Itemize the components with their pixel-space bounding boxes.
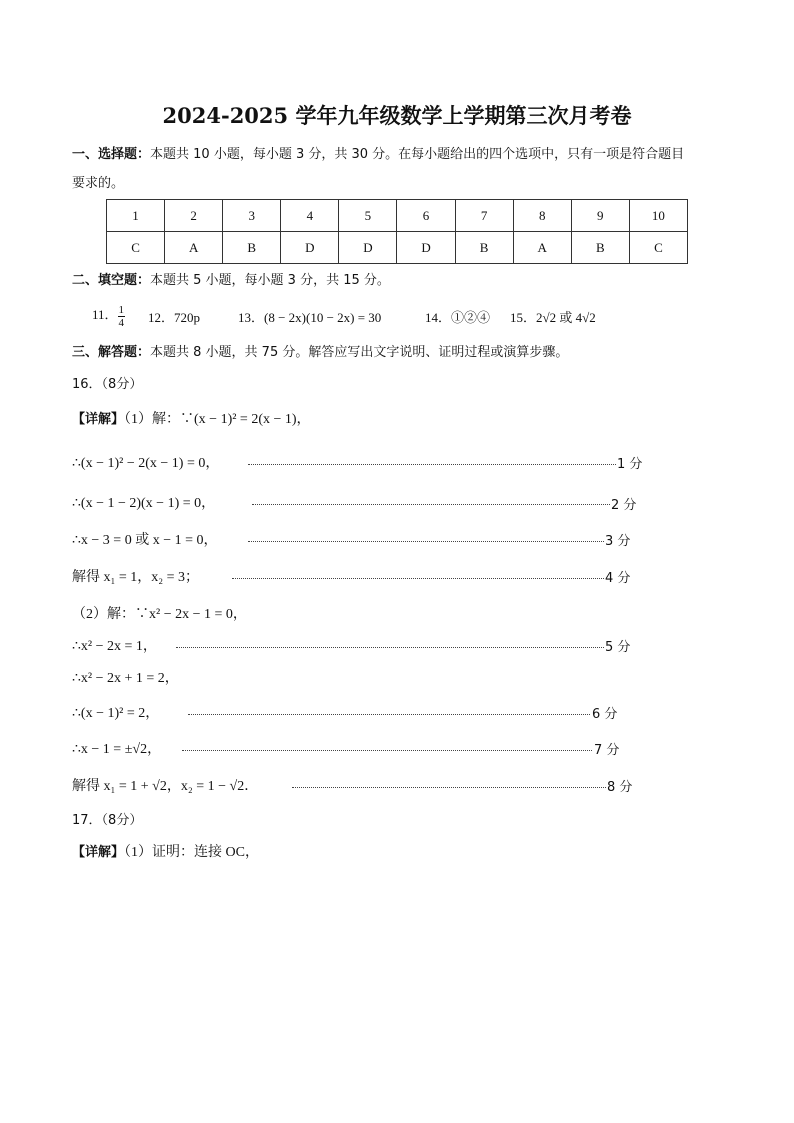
q15-label: 15． xyxy=(510,310,537,325)
q17-part1: （1）证明：连接 OC， xyxy=(124,845,259,860)
answer-cell: A xyxy=(165,232,223,264)
score-leader xyxy=(248,541,604,542)
question-number-cell: 3 xyxy=(223,200,281,232)
q17-part1-line xyxy=(72,843,259,863)
section1-line1 xyxy=(72,145,684,165)
q16-step-3-score: 3 分 xyxy=(605,534,631,549)
answer-table-number-row xyxy=(107,200,688,232)
q15-answer: 2√2 或 4√2 xyxy=(536,310,596,325)
section2-line xyxy=(72,271,390,291)
fill-answers-row xyxy=(92,301,125,329)
q16-step-1: ∴(x − 1)² − 2(x − 1) = 0， xyxy=(72,456,220,471)
question-number-cell: 9 xyxy=(571,200,629,232)
question-number-cell: 6 xyxy=(397,200,455,232)
answer-cell: D xyxy=(281,232,339,264)
section3-heading: 三、解答题： xyxy=(72,345,151,360)
q16-part1: （1）解：∵(x − 1)² = 2(x − 1)， xyxy=(124,412,311,427)
q11-denominator: 4 xyxy=(118,316,125,329)
q16-part2: （2）解：∵x² − 2x − 1 = 0， xyxy=(72,607,247,622)
score-leader xyxy=(252,504,610,505)
q16-step-9-score: 8 分 xyxy=(607,780,633,795)
section2-heading: 二、填空题： xyxy=(72,273,151,288)
q11-label: 11． xyxy=(92,307,118,322)
q16-step-1-score: 1 分 xyxy=(617,457,643,472)
q17-detail-tag: 【详解】 xyxy=(72,845,125,860)
score-leader xyxy=(232,578,604,579)
q12-answer: 12．720p xyxy=(148,310,201,325)
q16-step-8: ∴x − 1 = ±√2， xyxy=(72,742,162,757)
q16-step-7: ∴(x − 1)² = 2， xyxy=(72,706,160,721)
q11-fraction xyxy=(118,304,126,329)
score-leader xyxy=(182,750,592,751)
answer-cell: C xyxy=(629,232,687,264)
q16-step-5-score: 5 分 xyxy=(605,640,631,655)
q13-answer: 13．(8 − 2x)(10 − 2x) = 30 xyxy=(238,310,382,325)
answer-table-answer-row xyxy=(107,232,688,264)
section1-desc-1: 本题共 10 小题，每小题 3 分，共 30 分。在每小题给出的四个选项中，只有一项是符合题目 xyxy=(150,147,685,162)
q16-step-4-score: 4 分 xyxy=(605,571,631,586)
answer-cell: D xyxy=(339,232,397,264)
q16-label: 16．（8分） xyxy=(72,377,143,392)
q16-step-7-score: 6 分 xyxy=(592,707,618,722)
question-number-cell: 1 xyxy=(107,200,165,232)
score-leader xyxy=(188,714,590,715)
section3-desc: 本题共 8 小题，共 75 分。解答应写出文字说明、证明过程或演算步骤。 xyxy=(150,345,569,360)
score-leader xyxy=(248,464,616,465)
answer-cell: B xyxy=(571,232,629,264)
q11-numerator: 1 xyxy=(118,303,125,316)
question-number-cell: 4 xyxy=(281,200,339,232)
section1-heading: 一、选择题： xyxy=(72,147,151,162)
page-title: 2024-2025 学年九年级数学上学期第三次月考卷 xyxy=(162,103,632,128)
q16-detail-tag: 【详解】 xyxy=(72,412,125,427)
section2-desc: 本题共 5 小题，每小题 3 分，共 15 分。 xyxy=(150,273,390,288)
answer-cell: C xyxy=(107,232,165,264)
q16-step-8-score: 7 分 xyxy=(594,743,620,758)
q16-step-5: ∴x² − 2x = 1， xyxy=(72,639,157,654)
q16-part1-line xyxy=(72,410,311,430)
question-number-cell: 8 xyxy=(513,200,571,232)
answer-cell: B xyxy=(455,232,513,264)
q14-answer: 14．①②④ xyxy=(425,310,491,325)
score-leader xyxy=(176,647,604,648)
section3-line xyxy=(72,343,568,363)
question-number-cell: 2 xyxy=(165,200,223,232)
q16-step-6: ∴x² − 2x + 1 = 2， xyxy=(72,671,179,686)
section1-desc-2: 要求的。 xyxy=(72,176,125,191)
answer-cell: D xyxy=(397,232,455,264)
q17-label: 17．（8分） xyxy=(72,813,143,828)
q16-step-2: ∴(x − 1 − 2)(x − 1) = 0， xyxy=(72,496,216,511)
score-leader xyxy=(292,787,606,788)
q16-step-3: ∴x − 3 = 0 或 x − 1 = 0， xyxy=(72,533,218,548)
answer-cell: B xyxy=(223,232,281,264)
question-number-cell: 7 xyxy=(455,200,513,232)
answer-table xyxy=(106,199,688,264)
q15-line xyxy=(510,307,596,326)
question-number-cell: 10 xyxy=(629,200,687,232)
question-number-cell: 5 xyxy=(339,200,397,232)
answer-cell: A xyxy=(513,232,571,264)
q16-step-9: 解得 x₁ = 1 + √2，x₂ = 1 − √2． xyxy=(72,779,259,794)
q16-step-2-score: 2 分 xyxy=(611,498,637,513)
q16-step-4: 解得 x₁ = 1，x₂ = 3； xyxy=(72,570,200,585)
